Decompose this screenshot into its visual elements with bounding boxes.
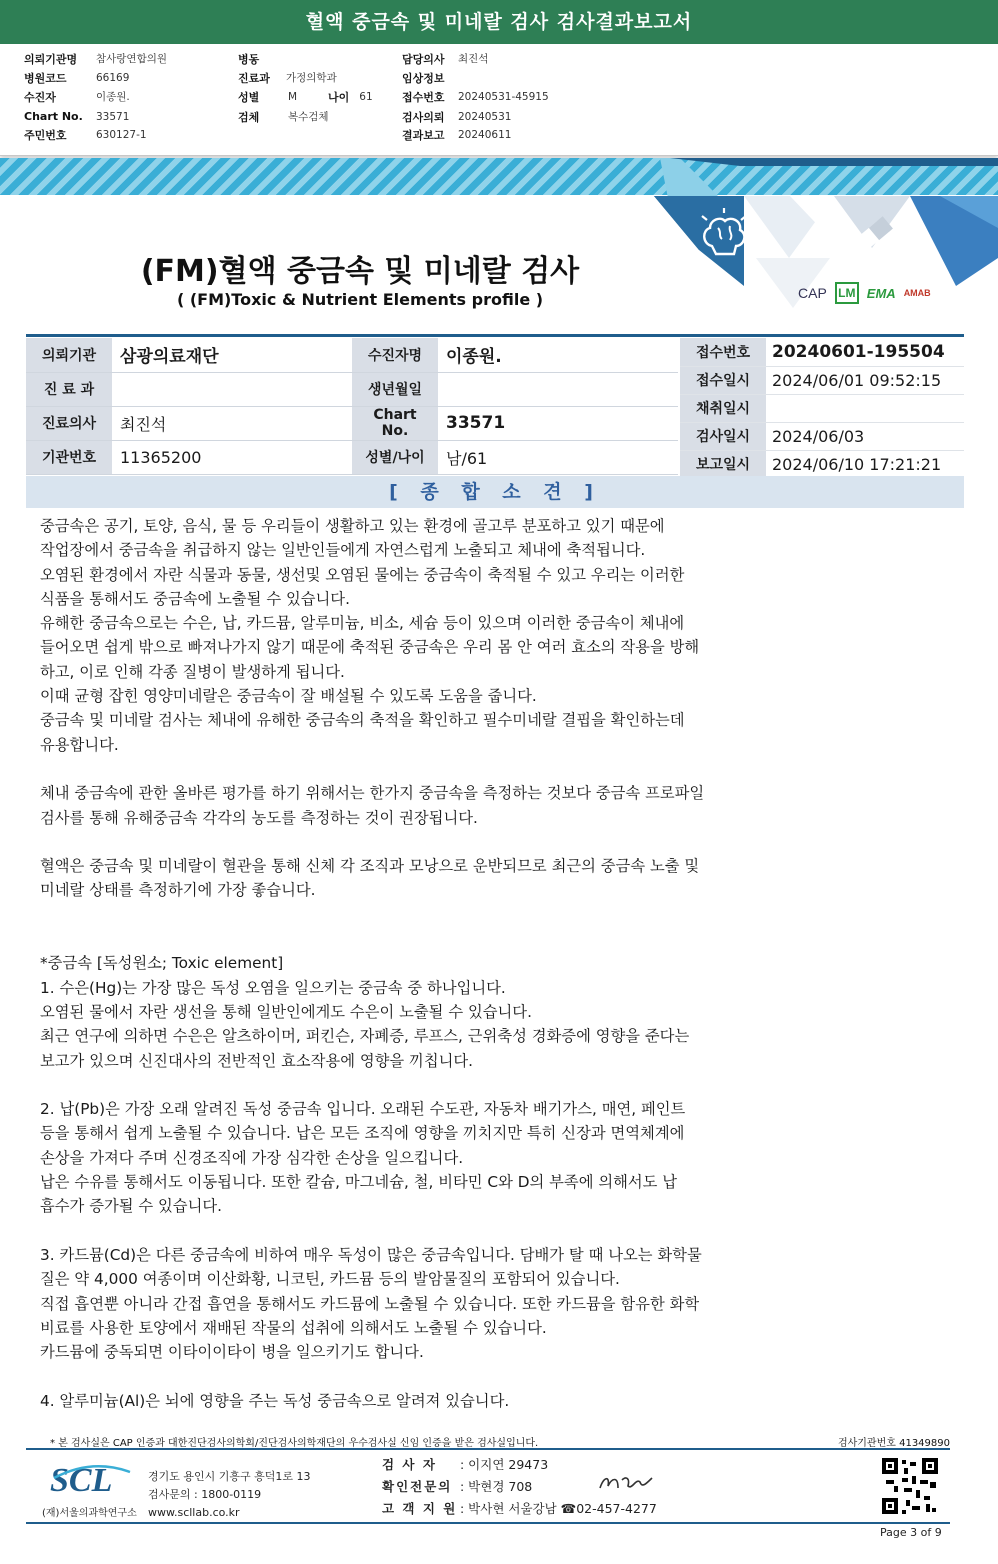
patient-info-top-rule bbox=[26, 334, 964, 337]
institution-number: 검사기관번호 41349890 bbox=[837, 1438, 950, 1449]
summary-line: 중금속은 공기, 토양, 음식, 물 등 우리들이 생활하고 있는 환경에 골고루 분포하고 있기 때문에 bbox=[40, 517, 665, 535]
summary-text bbox=[40, 514, 760, 1413]
scl-logo-swoosh bbox=[52, 1462, 132, 1482]
report-banner-title: 혈액 중금속 및 미네랄 검사 검사결과보고서 bbox=[0, 0, 998, 44]
blank-line bbox=[40, 927, 760, 951]
summary-line: 식품을 통해서도 중금속에 노출될 수 있습니다. bbox=[40, 589, 350, 608]
info-row bbox=[24, 107, 129, 126]
info-label: 검체 bbox=[238, 110, 260, 124]
field-label: 수진자명 bbox=[352, 338, 438, 372]
field-value: 33571 bbox=[438, 406, 678, 440]
table-row bbox=[26, 440, 678, 474]
staff-label: 고 객 지 원 bbox=[382, 1501, 458, 1516]
summary-line: 직접 흡연뿐 아니라 간접 흡연을 통해서도 카드뮴에 노출될 수 있습니다. 또한 카드뮴을 함유한 화학 bbox=[40, 1294, 700, 1313]
field-label: Chart No. bbox=[352, 406, 438, 440]
info-value: 가정의학과 bbox=[286, 72, 337, 84]
scl-logo: SCL bbox=[50, 1462, 113, 1499]
summary-line: 하고, 이로 인해 각종 질병이 발생하게 됩니다. bbox=[40, 662, 345, 681]
summary-line: 오염된 물에서 자란 생선을 통해 일반인에게도 수은이 노출될 수 있습니다. bbox=[40, 1002, 532, 1021]
summary-line: 카드뮴에 중독되면 이타이이타이 병을 일으키기도 합니다. bbox=[40, 1343, 424, 1362]
field-label: 기관번호 bbox=[26, 440, 112, 474]
table-row bbox=[680, 422, 964, 450]
report-title: (FM)혈액 중금속 및 미네랄 검사 bbox=[140, 254, 580, 289]
brain-icon bbox=[696, 206, 752, 262]
footer-note bbox=[50, 1434, 950, 1449]
table-row bbox=[26, 372, 678, 406]
field-label: 접수번호 bbox=[680, 338, 766, 366]
summary-line: 보고가 있으며 신진대사의 전반적인 효소작용에 영향을 끼칩니다. bbox=[40, 1051, 474, 1070]
field-value: 2024/06/10 17:21:21 bbox=[766, 450, 964, 478]
field-label: 생년월일 bbox=[352, 372, 438, 406]
ema-logo: EMA bbox=[866, 285, 896, 301]
info-label: 나이 bbox=[328, 90, 350, 104]
field-value bbox=[766, 394, 964, 422]
info-value: 630127-1 bbox=[96, 128, 147, 141]
table-row bbox=[26, 406, 678, 440]
footer-divider bbox=[26, 1448, 950, 1450]
field-value: 2024/06/01 09:52:15 bbox=[766, 366, 964, 394]
field-label: 진 료 과 bbox=[26, 372, 112, 406]
info-row bbox=[24, 68, 129, 87]
certification-logos bbox=[798, 282, 931, 304]
physician-signature bbox=[596, 1470, 656, 1496]
field-value: 삼광의료재단 bbox=[112, 338, 352, 372]
summary-header: [ 종 합 소 견 ] bbox=[26, 476, 964, 508]
staff-value: : 박현경 708 bbox=[460, 1479, 533, 1494]
staff-value: : 박사현 서울강남 ☎02-457-4277 bbox=[460, 1501, 657, 1516]
table-row bbox=[26, 338, 678, 372]
summary-line: 4. 알루미늄(Al)은 뇌에 영향을 주는 독성 중금속으로 알려져 있습니다. bbox=[40, 1391, 510, 1410]
info-row bbox=[238, 87, 373, 106]
certification-note: * 본 검사실은 CAP 인증과 대한진단검사의학회/진단검사의학재단의 우수검사실 신임 인증을 받은 검사실입니다. bbox=[50, 1438, 539, 1449]
info-label: 결과보고 bbox=[402, 128, 445, 142]
top-info-block bbox=[0, 44, 998, 156]
field-label: 접수일시 bbox=[680, 366, 766, 394]
info-label: 담당의사 bbox=[402, 52, 445, 66]
info-label: 주민번호 bbox=[24, 128, 67, 142]
info-row bbox=[24, 87, 130, 106]
qr-code[interactable] bbox=[882, 1458, 938, 1514]
blank-line bbox=[40, 903, 760, 927]
summary-line: 중금속 및 미네랄 검사는 체내에 유해한 중금속의 축적을 확인하고 필수미네랄 결핍을 확인하는데 bbox=[40, 711, 685, 730]
field-label: 의뢰기관 bbox=[26, 338, 112, 372]
info-value: 20240531 bbox=[458, 110, 512, 123]
info-label: 수진자 bbox=[24, 90, 56, 104]
info-label: 성별 bbox=[238, 90, 260, 104]
field-label: 채취일시 bbox=[680, 394, 766, 422]
info-row bbox=[238, 49, 288, 68]
lab-website[interactable]: www.scllab.co.kr bbox=[148, 1506, 240, 1519]
field-label: 검사일시 bbox=[680, 422, 766, 450]
info-label: 병원코드 bbox=[24, 71, 67, 85]
field-value: 최진석 bbox=[112, 406, 352, 440]
summary-line: 등을 통해서 쉽게 노출될 수 있습니다. 납은 모든 조직에 영향을 끼치지만 특히 신장과 면역체계에 bbox=[40, 1124, 685, 1143]
info-row bbox=[402, 107, 511, 126]
info-label: Chart No. bbox=[24, 110, 83, 123]
info-value: 이종원. bbox=[96, 91, 130, 103]
field-value: 남/61 bbox=[438, 440, 678, 474]
summary-line: 3. 카드뮴(Cd)은 다른 중금속에 비하여 매우 독성이 많은 중금속입니다. 담배가 탈 때 나오는 화학물 bbox=[40, 1245, 702, 1264]
staff-value: : 이지연 29473 bbox=[460, 1457, 549, 1472]
summary-line: 1. 수은(Hg)는 가장 많은 독성 오염을 일으키는 중금속 중 하나입니다. bbox=[40, 978, 506, 997]
info-value: 복수검체 bbox=[288, 111, 329, 123]
info-label: 검사의뢰 bbox=[402, 110, 445, 124]
summary-line: 이때 균형 잡힌 영양미네랄은 중금속이 잘 배설될 수 있도록 도움을 줍니다. bbox=[40, 687, 537, 706]
summary-line: 검사를 통해 유해중금속 각각의 농도를 측정하는 것이 권장됩니다. bbox=[40, 808, 478, 827]
info-row bbox=[24, 49, 167, 68]
summary-line: 유용합니다. bbox=[40, 735, 119, 754]
blank-line bbox=[40, 757, 760, 781]
info-value: 20240611 bbox=[458, 128, 512, 141]
summary-line: 체내 중금속에 관한 올바른 평가를 하기 위해서는 한가지 중금속을 측정하는 것보다 중금속 프로파일 bbox=[40, 784, 705, 803]
field-value: 11365200 bbox=[112, 440, 352, 474]
amab-logo: AMAB bbox=[903, 288, 931, 298]
field-value: 20240601-195504 bbox=[766, 338, 964, 366]
staff-label: 검 사 자 bbox=[382, 1457, 437, 1472]
info-row bbox=[402, 87, 549, 106]
info-value: 66169 bbox=[96, 71, 130, 84]
info-label: 접수번호 bbox=[402, 90, 445, 104]
table-row bbox=[680, 450, 964, 478]
blank-line bbox=[40, 1364, 760, 1388]
info-row bbox=[24, 125, 147, 144]
capsule-icon bbox=[850, 210, 898, 258]
summary-line: 혈액은 중금속 및 미네랄이 혈관을 통해 신체 각 조직과 모낭으로 운반되므로 최근의 중금속 노출 및 bbox=[40, 857, 700, 876]
summary-line: *중금속 [독성원소; Toxic element] bbox=[40, 954, 284, 973]
lm-logo: LM bbox=[835, 282, 859, 304]
summary-line: 작업장에서 중금속을 취급하지 않는 일반인들에게 자연스럽게 노출되고 체내에 축적됩니다. bbox=[40, 541, 646, 560]
staff-label: 확인전문의 bbox=[382, 1479, 453, 1494]
info-value: 참사랑연합의원 bbox=[96, 53, 168, 65]
blank-line bbox=[40, 1073, 760, 1097]
receipt-info-table bbox=[680, 338, 964, 479]
summary-line: 유해한 중금속으로는 수은, 납, 카드뮴, 알루미늄, 비소, 세슘 등이 있으며 이러한 중금속이 체내에 bbox=[40, 614, 685, 633]
table-row bbox=[680, 366, 964, 394]
footer-bottom-divider bbox=[26, 1522, 950, 1524]
field-value: 2024/06/03 bbox=[766, 422, 964, 450]
info-row bbox=[402, 68, 458, 87]
summary-line: 흡수가 증가될 수 있습니다. bbox=[40, 1197, 222, 1216]
lab-address: 경기도 용인시 기흥구 흥덕1로 13 bbox=[148, 1470, 311, 1483]
lab-organization: (재)서울의과학연구소 bbox=[42, 1508, 137, 1519]
field-label: 보고일시 bbox=[680, 450, 766, 478]
table-row bbox=[680, 338, 964, 366]
report-subtitle: ( (FM)Toxic & Nutrient Elements profile ) bbox=[176, 290, 544, 309]
lab-contact bbox=[148, 1468, 311, 1522]
field-value bbox=[112, 372, 352, 406]
info-value: 최진석 bbox=[458, 53, 489, 65]
field-value: 이종원. bbox=[438, 338, 678, 372]
info-label: 임상정보 bbox=[402, 71, 445, 85]
patient-info-table bbox=[26, 338, 678, 475]
blank-line bbox=[40, 1219, 760, 1243]
summary-line: 최근 연구에 의하면 수은은 알츠하이머, 퍼킨슨, 자폐증, 루프스, 근위축성 경화증에 영향을 준다는 bbox=[40, 1027, 690, 1046]
field-value bbox=[438, 372, 678, 406]
summary-line: 손상을 가져다 주며 신경조직에 가장 심각한 손상을 일으킵니다. bbox=[40, 1148, 464, 1167]
lab-phone: 검사문의 : 1800-0119 bbox=[148, 1488, 262, 1501]
info-row bbox=[238, 107, 329, 126]
summary-line: 질은 약 4,000 여종이며 이산화황, 니코틴, 카드뮴 등의 발암물질의 포함되어 있습니다. bbox=[40, 1270, 620, 1289]
info-label: 진료과 bbox=[238, 71, 270, 85]
summary-line: 2. 납(Pb)은 가장 오래 알려진 독성 중금속 입니다. 오래된 수도관, 자동차 배기가스, 매연, 페인트 bbox=[40, 1100, 686, 1119]
info-value: 33571 bbox=[96, 110, 130, 123]
summary-line: 들어오면 쉽게 밖으로 빠져나가지 않기 때문에 축적된 중금속은 우리 몸 안 여러 효소의 작용을 방해 bbox=[40, 638, 700, 657]
table-row bbox=[680, 394, 964, 422]
summary-line: 비료를 사용한 토양에서 재배된 작물의 섭취에 의해서도 노출될 수 있습니다. bbox=[40, 1318, 547, 1337]
info-row bbox=[402, 49, 488, 68]
blank-line bbox=[40, 830, 760, 854]
info-value: 20240531-45915 bbox=[458, 90, 549, 103]
cap-logo: CAP bbox=[798, 285, 827, 301]
summary-line: 미네랄 상태를 측정하기에 가장 좋습니다. bbox=[40, 881, 316, 900]
page-number: Page 3 of 9 bbox=[880, 1526, 942, 1539]
field-label: 성별/나이 bbox=[352, 440, 438, 474]
info-label: 병동 bbox=[238, 52, 260, 66]
staff-row bbox=[382, 1498, 657, 1520]
info-label: 의뢰기관명 bbox=[24, 52, 78, 66]
info-row bbox=[402, 125, 511, 144]
info-value: 61 bbox=[359, 90, 373, 103]
summary-line: 오염된 환경에서 자란 식물과 동물, 생선및 오염된 물에는 중금속이 축적될 수 있고 우리는 이러한 bbox=[40, 565, 685, 584]
summary-line: 납은 수유를 통해서도 이동됩니다. 또한 칼슘, 마그네슘, 철, 비타민 C와 D의 부족에 의해서도 납 bbox=[40, 1173, 678, 1192]
field-label: 진료의사 bbox=[26, 406, 112, 440]
info-row bbox=[238, 68, 337, 87]
info-value: M bbox=[288, 90, 298, 103]
